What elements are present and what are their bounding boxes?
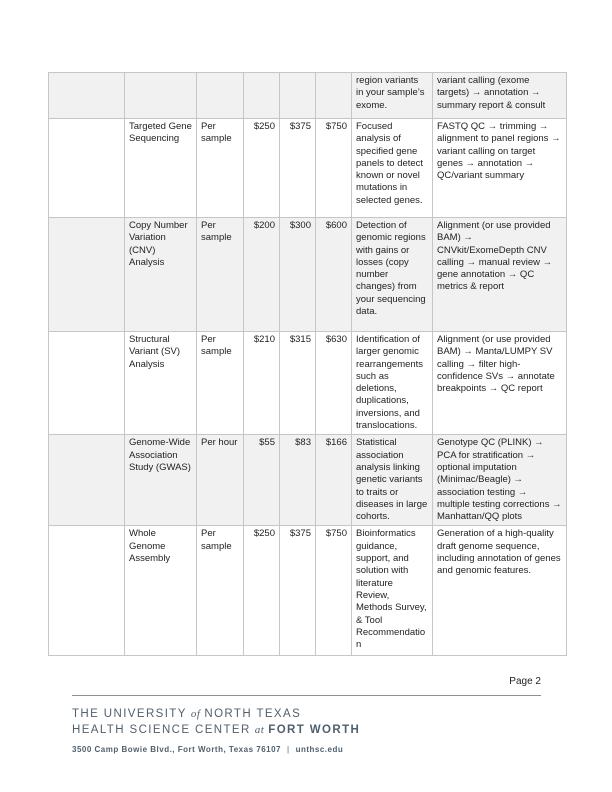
table-row-gwas <box>49 435 567 526</box>
service-cell: Structural Variant (SV) Analysis <box>125 332 197 435</box>
address-divider: | <box>287 745 290 754</box>
unit-cell: Per sample <box>197 526 244 656</box>
category-cell <box>49 435 125 526</box>
footer-divider-line <box>72 695 541 696</box>
description-cell: region variants in your sample’s exome. <box>352 73 433 119</box>
service-cell <box>125 73 197 119</box>
unit-cell <box>197 73 244 119</box>
table-row-continuation <box>49 73 567 119</box>
price3-cell: $750 <box>316 119 352 218</box>
price3-cell: $750 <box>316 526 352 656</box>
logo-line1-of: of <box>190 708 201 720</box>
price2-cell: $375 <box>280 119 316 218</box>
price2-cell <box>280 73 316 119</box>
logo-line-1 <box>72 707 360 723</box>
pipeline-cell: Generation of a high-quality draft genome sequence, including annotation of genes and genomic features. <box>433 526 567 656</box>
pipeline-cell: Alignment (or use provided BAM) → CNVkit/ExomeDepth CNV calling → manual review → gene annotation → QC metrics & report <box>433 218 567 332</box>
category-cell <box>49 73 125 119</box>
price3-cell <box>316 73 352 119</box>
price3-cell: $166 <box>316 435 352 526</box>
unit-cell: Per sample <box>197 218 244 332</box>
category-cell <box>49 218 125 332</box>
logo-line1-pre: THE UNIVERSITY <box>72 708 187 720</box>
price1-cell: $200 <box>244 218 280 332</box>
table-row-whole-genome-assembly <box>49 526 567 656</box>
footer-address <box>72 745 360 754</box>
description-cell: Detection of genomic regions with gains or losses (copy number changes) from your sequencing data. <box>352 218 433 332</box>
service-cell: Copy Number Variation (CNV) Analysis <box>125 218 197 332</box>
price2-cell: $315 <box>280 332 316 435</box>
logo-line1-post: NORTH TEXAS <box>204 708 302 720</box>
unit-cell: Per sample <box>197 332 244 435</box>
logo-line2-at: at <box>254 723 265 736</box>
logo-line2-post: FORT WORTH <box>268 723 361 736</box>
service-cell: Whole Genome Assembly <box>125 526 197 656</box>
address-text: 3500 Camp Bowie Blvd., Fort Worth, Texas 76107 <box>72 745 281 754</box>
description-cell: Bioinformatics guidance, support, and solution with literature Review, Methods Survey, & Tool Recommendation <box>352 526 433 656</box>
unt-hsc-logo <box>72 707 360 754</box>
price3-cell: $630 <box>316 332 352 435</box>
table-row-targeted-gene-sequencing <box>49 119 567 218</box>
category-cell <box>49 332 125 435</box>
price1-cell: $210 <box>244 332 280 435</box>
logo-line-2 <box>72 723 360 739</box>
price1-cell <box>244 73 280 119</box>
service-cell: Genome-Wide Association Study (GWAS) <box>125 435 197 526</box>
description-cell: Focused analysis of specified gene panels to detect known or novel mutations in selected genes. <box>352 119 433 218</box>
description-cell: Statistical association analysis linking genetic variants to traits or diseases in large cohorts. <box>352 435 433 526</box>
pipeline-cell: Alignment (or use provided BAM) → Manta/LUMPY SV calling → filter high-confidence SVs → annotate breakpoints → QC report <box>433 332 567 435</box>
category-cell <box>49 119 125 218</box>
pipeline-cell: FASTQ QC → trimming → alignment to panel regions → variant calling on target genes → annotation → QC/variant summary <box>433 119 567 218</box>
table-row-cnv-analysis <box>49 218 567 332</box>
table-row-sv-analysis <box>49 332 567 435</box>
page-number: Page 2 <box>509 676 541 687</box>
description-cell: Identification of larger genomic rearrangements such as deletions, duplications, inversions, and translocations. <box>352 332 433 435</box>
price3-cell: $600 <box>316 218 352 332</box>
pipeline-cell: Genotype QC (PLINK) → PCA for stratification → optional imputation (Minimac/Beagle) → association testing → multiple testing corrections → Manhattan/QQ plots <box>433 435 567 526</box>
logo-line2-pre: HEALTH SCIENCE CENTER <box>72 723 251 736</box>
price1-cell: $250 <box>244 119 280 218</box>
price2-cell: $83 <box>280 435 316 526</box>
website-text: unthsc.edu <box>295 745 344 754</box>
unit-cell: Per hour <box>197 435 244 526</box>
price1-cell: $250 <box>244 526 280 656</box>
service-cell: Targeted Gene Sequencing <box>125 119 197 218</box>
category-cell <box>49 526 125 656</box>
services-pricing-table <box>48 72 567 656</box>
price1-cell: $55 <box>244 435 280 526</box>
price2-cell: $300 <box>280 218 316 332</box>
pipeline-cell: variant calling (exome targets) → annotation → summary report & consult <box>433 73 567 119</box>
unit-cell: Per sample <box>197 119 244 218</box>
price2-cell: $375 <box>280 526 316 656</box>
